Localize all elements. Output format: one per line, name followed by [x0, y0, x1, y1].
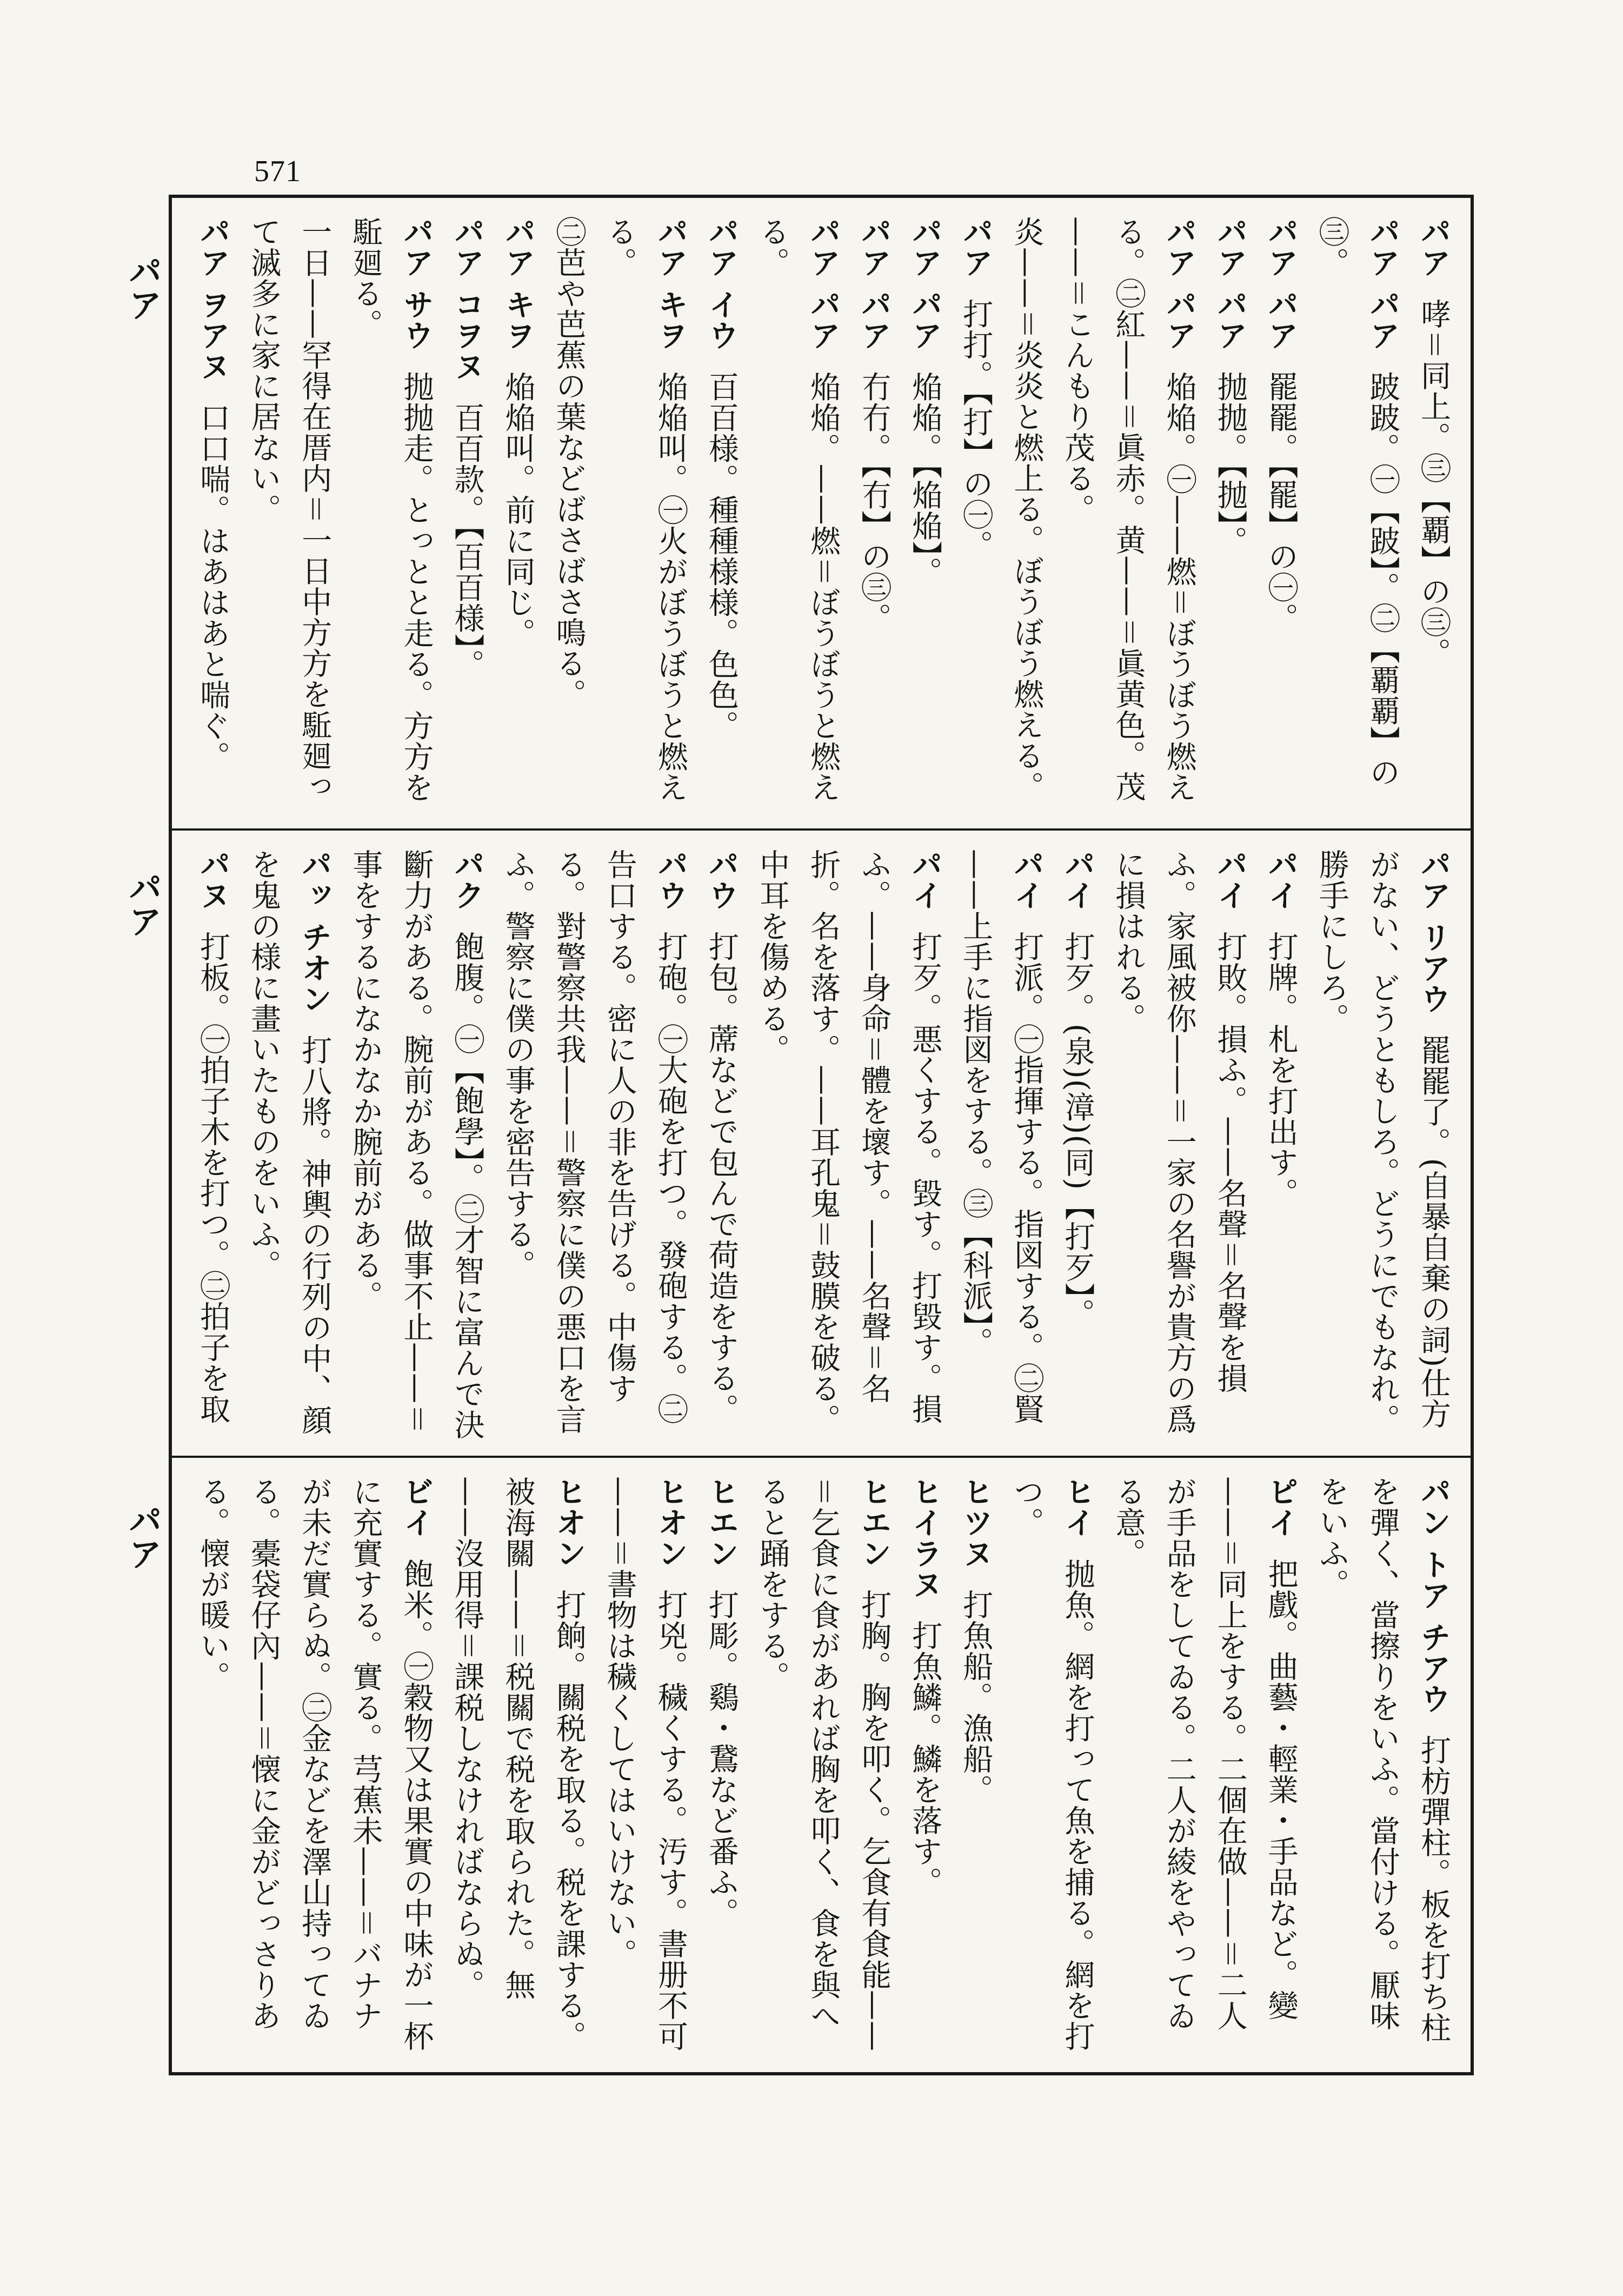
entry-headword: パウ — [653, 849, 688, 911]
entry-headword: ヒオン — [653, 1476, 688, 1569]
entry-text: 哮＝同上。㊂【覇】の㊂。 — [1416, 298, 1451, 668]
dictionary-entry — [1255, 849, 1306, 1445]
dictionary-entry — [950, 1476, 1001, 2061]
entry-headword: パア イウ — [703, 216, 739, 351]
entry-text: 打餉。關税を取る。税を課する。被海關——＝税關で税を取られた。無——沒用得＝課税しなければならぬ。 — [449, 1476, 587, 2052]
entry-text: 焔焔。——燃＝ぼうぼうと燃える。 — [754, 216, 841, 803]
entry-text: 打彫。鷄・鵞など番ふ。 — [703, 1589, 739, 1928]
entry-headword: パイ — [1009, 849, 1045, 911]
dictionary-entry — [696, 1476, 747, 2061]
dictionary-entry — [1306, 849, 1459, 1445]
entry-column-group — [184, 1476, 1459, 2061]
entry-text: 打魚船。漁船。 — [958, 1589, 994, 1805]
entry-headword: パア ヲアヌ — [195, 216, 231, 382]
entry-text: 飽腹。㊀【飽學】。㊁才智に富んで決斷力がある。腕前がある。做事不止——＝事をするになかなか腕前がある。 — [348, 849, 485, 1440]
entry-headword: パア サウ — [398, 216, 434, 351]
dictionary-entry — [1205, 216, 1255, 818]
entry-text: 焔焔。㊀——燃＝ぼうぼう燃える。㊁紅——＝眞赤。黄——＝眞黄色。茂——＝こんもり茂る。 — [1060, 216, 1197, 803]
entry-text: 炎——＝炎炎と燃上る。ぼうぼう燃える。 — [1009, 216, 1045, 802]
dictionary-entry — [441, 216, 492, 818]
entry-headword: パン トア チアウ — [1416, 1476, 1451, 1714]
dictionary-entry — [899, 1476, 950, 2061]
entry-headword: パア — [1416, 216, 1451, 278]
dictionary-entry — [441, 1476, 594, 2061]
dictionary-entry — [184, 849, 238, 1445]
entry-headword: パア パア — [856, 216, 892, 351]
entry-text: 打派。㊀指揮する。指図する。㊁賢——上手に指図をする。㊂【科派】。 — [958, 849, 1045, 1424]
page-number: 571 — [254, 155, 301, 188]
entry-text: 焔焔。【焔焔】。 — [907, 371, 943, 588]
entry-text: 抛抛。【抛】。 — [1212, 371, 1248, 557]
entry-text: 冇冇。【冇】の㊂。 — [856, 371, 892, 634]
entry-headword: パヌ — [195, 849, 231, 911]
entry-text: 一日——罕得在厝内＝一日中方方を駈廻って滅多に家に居ない。 — [246, 216, 332, 802]
dictionary-entry — [594, 216, 696, 818]
entry-text: ㊁芭や芭蕉の葉などばさばさ鳴る。 — [551, 216, 587, 709]
dictionary-entry — [696, 216, 747, 818]
dictionary-entry — [950, 849, 1052, 1445]
dictionary-entry — [1102, 1476, 1306, 2061]
dictionary-entry — [747, 1476, 899, 2061]
entry-text: 飽米。㊀穀物又は果實の中味が一杯に充實する。實る。芎蕉未——＝バナナが未だ實らぬ。㊁金などを澤山持ってゐる。橐袋仔內——＝懐に金がどっさりある。懐が暖い。 — [195, 1476, 434, 2052]
entry-headword: パア キヲ — [653, 216, 688, 351]
dictionary-entry — [187, 216, 238, 818]
dictionary-entry — [493, 849, 696, 1445]
dictionary-entry — [848, 216, 899, 818]
entry-headword: パイ — [1212, 849, 1248, 911]
dictionary-entry — [1255, 216, 1306, 818]
dictionary-entry — [340, 216, 441, 818]
entry-text: 打敗。損ふ。——名聲＝名聲を損ふ。家風被你——＝一家の名譽が貴方の爲に損はれる。 — [1110, 849, 1248, 1435]
dictionary-entry — [493, 216, 543, 818]
dictionary-entry — [1306, 216, 1408, 818]
entry-headword: ヒイ — [1060, 1476, 1095, 1538]
entry-text: 打魚鱗。鱗を落す。 — [907, 1620, 943, 1897]
dictionary-entry — [184, 216, 187, 818]
entry-headword: パイ — [907, 849, 943, 911]
entry-text: 打打。【打】の㊀。 — [958, 298, 994, 561]
entry-column-group — [184, 849, 1459, 1445]
entry-text: 打牌。札を打出す。 — [1263, 931, 1299, 1209]
dictionary-entry — [238, 849, 340, 1445]
entry-headword: パク — [449, 849, 485, 911]
dictionary-entry — [747, 216, 848, 818]
dictionary-tier-middle — [172, 831, 1471, 1458]
entry-text: 口口喘。はあはあと喘ぐ。 — [195, 402, 231, 772]
entry-text: 抛抛走。とっとと走る。方方を駈廻る。 — [348, 216, 434, 803]
entry-headword: パッ チオン — [297, 849, 332, 1014]
dictionary-entry — [187, 1476, 441, 2061]
dictionary-frame — [169, 195, 1474, 2075]
dictionary-entry — [238, 216, 340, 818]
section-index-label: パア — [123, 871, 163, 938]
entry-headword: ヒエン — [703, 1476, 739, 1569]
entry-text: 把戲。曲藝・輕業・手品など。變——＝同上をする。二個在做——＝二人が手品をしてゐる。二人が綾をやってゐる意。 — [1110, 1476, 1299, 2031]
dictionary-entry — [899, 216, 950, 818]
entry-text: 罷罷。【罷】の㊀。 — [1263, 371, 1299, 634]
entry-text: 焔焔叫。前に同じ。 — [500, 371, 536, 649]
entry-headword: パア パア — [907, 216, 943, 351]
entry-text: 打歹。悪くする。毀す。打毀す。損ふ。——身命＝體を壞す。——名聲＝名折。名を落す。——耳孔鬼＝鼓膜を破る。中耳を傷める。 — [754, 849, 943, 1435]
entry-text: 抛魚。網を打って魚を捕る。網を打つ。 — [1009, 1476, 1095, 2052]
entry-headword: ヒオン — [551, 1476, 587, 1569]
entry-headword: ピイ — [1263, 1476, 1299, 1538]
entry-headword: パア パア — [1212, 216, 1248, 351]
entry-headword: パア — [958, 216, 994, 278]
dictionary-entry — [1102, 849, 1255, 1445]
dictionary-entry — [594, 1476, 696, 2061]
entry-headword: パア パア — [1365, 216, 1400, 351]
section-index-label: パア — [123, 254, 163, 321]
entry-headword: パイ — [1060, 849, 1095, 911]
entry-text: 打砲。㊀大砲を打つ。發砲する。㊁告口する。密に人の非を告げる。中傷する。對警察共我——＝警察に僕の悪口を言ふ。警察に僕の事を密告する。 — [500, 849, 688, 1435]
entry-text: 百百款。【百百様】。 — [449, 402, 485, 680]
entry-text: 打枋彈柱。板を打ち柱を彈く、當擦りをいふ。當付ける。厭味をいふ。 — [1314, 1476, 1451, 2043]
dictionary-entry — [1001, 216, 1052, 818]
entry-text: 打歹。(泉)(漳)(同)【打歹】。 — [1060, 931, 1095, 1330]
entry-headword: パア パア — [1263, 216, 1299, 351]
entry-text: 跛跛。㊀【跛】。㊁【覇覇】の㊂。 — [1314, 216, 1400, 788]
dictionary-entry — [1408, 216, 1459, 818]
dictionary-entry — [747, 849, 950, 1445]
entry-text: 焔焔叫。㊀火がぼうぼうと燃える。 — [602, 216, 688, 803]
entry-column-group — [184, 216, 1459, 818]
dictionary-entry — [696, 849, 747, 1445]
entry-headword: パア パア — [806, 216, 841, 351]
section-index-label: パア — [123, 1503, 163, 1570]
entry-headword: ヒエン — [856, 1476, 892, 1569]
dictionary-entry — [1306, 1476, 1459, 2061]
entry-headword: パア キヲ — [500, 216, 536, 351]
dictionary-tier-lower — [172, 1458, 1471, 2072]
entry-text: 打包。蓆などで包んで荷造をする。 — [703, 931, 739, 1424]
entry-headword: パア リアウ — [1416, 849, 1451, 1014]
dictionary-tier-upper — [172, 198, 1471, 831]
entry-text: 罷罷了。(自暴自棄の詞)仕方がない、どうともしろ。どうにでもなれ。勝手にしろ。 — [1314, 849, 1451, 1435]
entry-headword: パイ — [1263, 849, 1299, 911]
dictionary-entry — [543, 216, 594, 818]
entry-text: 百百様。種種様様。色色。 — [703, 371, 739, 741]
entry-text: 打板。㊀拍子木を打つ。㊁拍子を取 — [195, 931, 231, 1424]
entry-text: 打兇。穢くする。汚す。書册不可——＝書物は穢くしてはいけない。 — [602, 1476, 688, 2052]
dictionary-entry — [1052, 849, 1102, 1445]
entry-text: 打胸。胸を叩く。乞食有食能——＝乞食に食があれば胸を叩く、食を與へると踊をする。 — [754, 1476, 892, 2052]
entry-headword: パア コヲヌ — [449, 216, 485, 382]
dictionary-entry — [340, 849, 492, 1445]
entry-headword: ビイ — [398, 1476, 434, 1538]
dictionary-entry — [950, 216, 1001, 818]
entry-headword: ヒイラヌ — [907, 1476, 943, 1600]
entry-headword: パア パア — [1161, 216, 1197, 351]
dictionary-entry — [1052, 216, 1204, 818]
entry-text: 打八將。神輿の行列の中、顔を鬼の様に畫いたものをいふ。 — [246, 849, 332, 1436]
entry-headword: ヒツヌ — [958, 1476, 994, 1569]
entry-headword: パウ — [703, 849, 739, 911]
dictionary-entry — [1001, 1476, 1102, 2061]
